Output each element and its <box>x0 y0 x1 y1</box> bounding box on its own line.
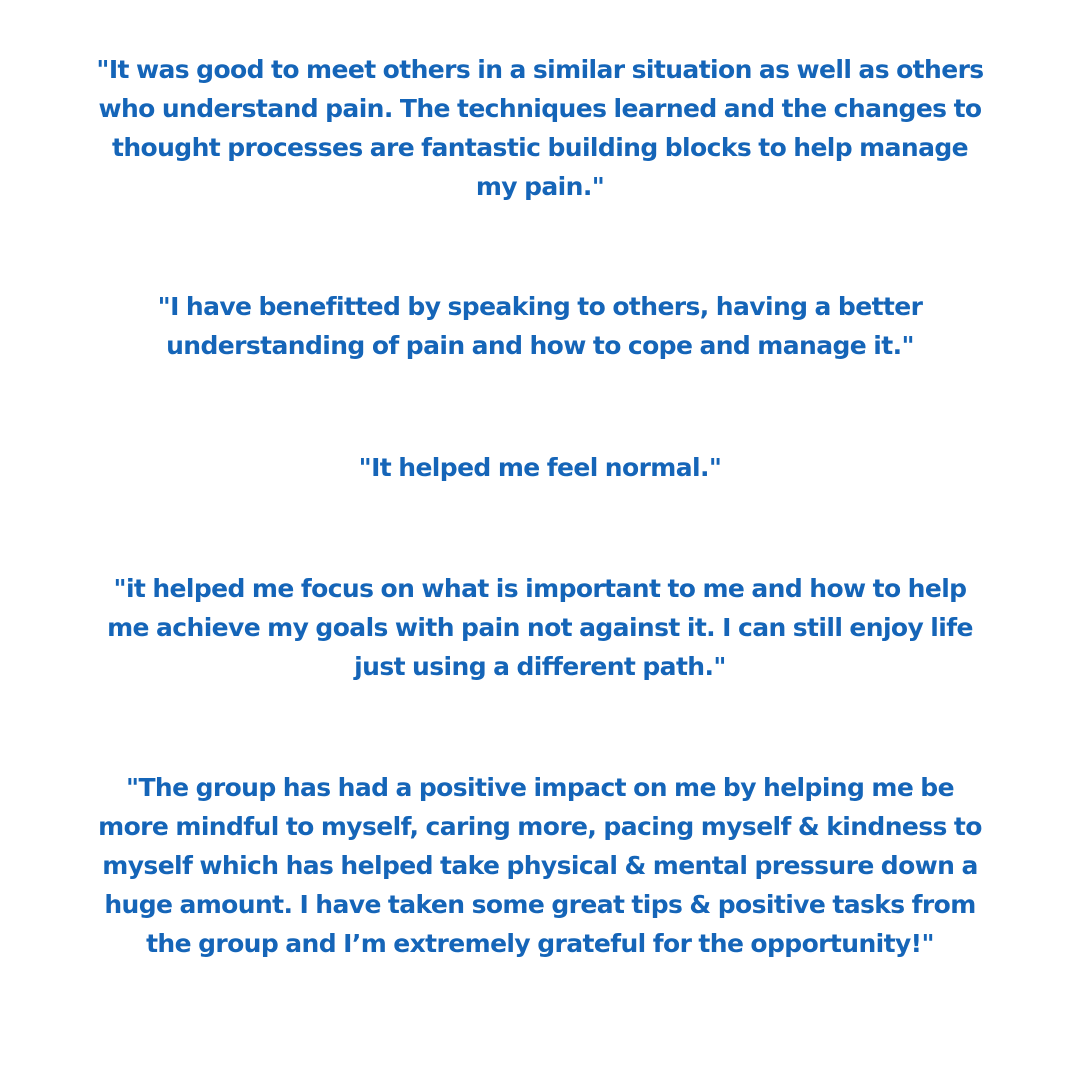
testimonial-quote-3: "It helped me feel normal." <box>358 453 722 482</box>
testimonial-quote-4: "it helped me focus on what is important to me and how to help me achieve my goals with pain not against it. I can still enjoy life just using a different path." <box>107 574 973 681</box>
testimonial-quote-1: "It was good to meet others in a similar situation as well as others who understand pain. The techniques learned and the changes to thought processes are fantastic building blocks to help manage my pain." <box>96 55 984 201</box>
testimonial-quote-2: "I have benefitted by speaking to others, having a better understanding of pain and how to cope and manage it." <box>157 292 923 360</box>
testimonial-quote-5: "The group has had a positive impact on me by helping me be more mindful to myself, caring more, pacing myself & kindness to myself which has helped take physical & mental pressure down a huge amount. I have taken some great tips & positive tasks from the group and I’m extremely grateful for the opportunity!" <box>98 773 982 958</box>
